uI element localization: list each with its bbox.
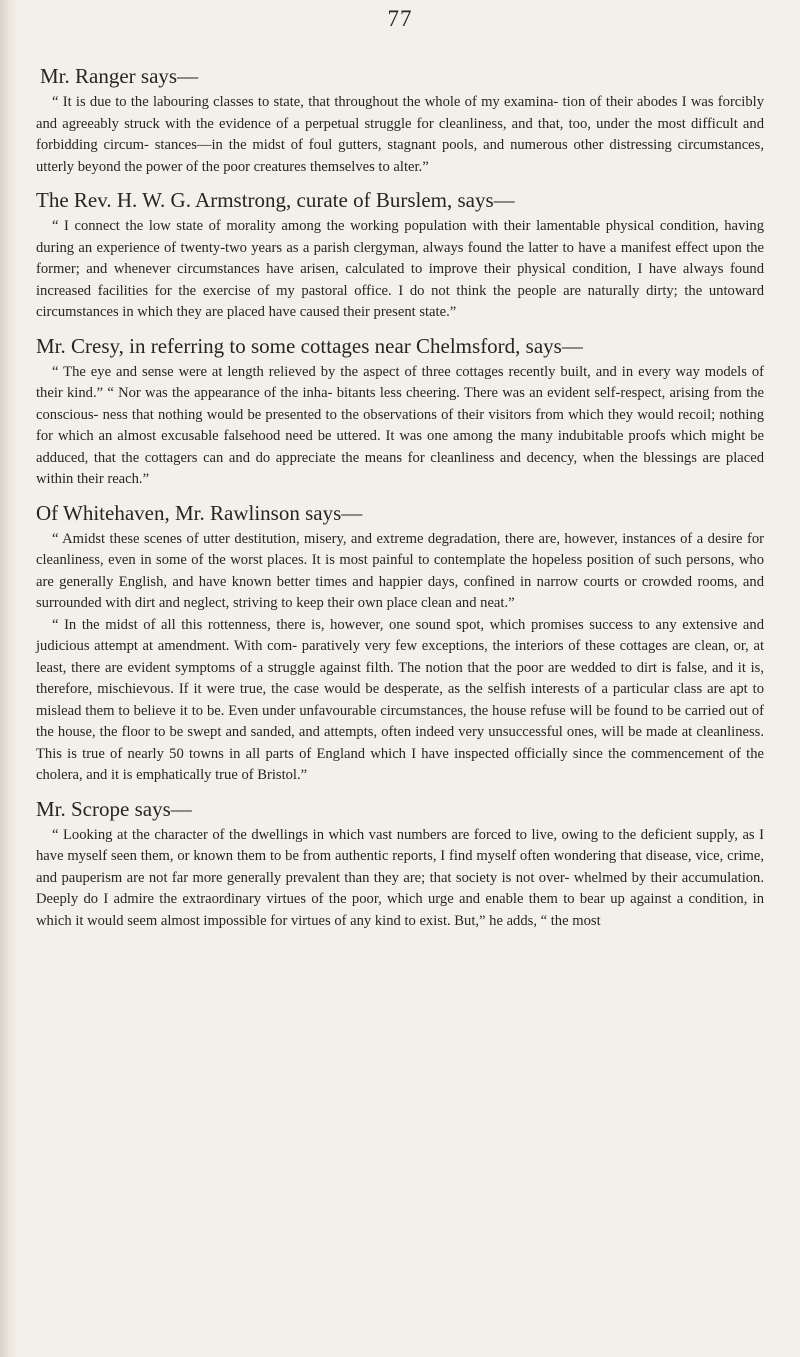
quote-paragraph: “ In the midst of all this rottenness, there is, however, one sound spot, which promises success to any extensive and judicious attempt at amendment. With com- paratively very few exceptions, the interiors of these cottages are clean, or, at least, there are evident symptoms of a struggle against filth. The notion that the poor are wedded to dirt is false, and it is, therefore, mischievous. If it were true, the case would be desperate, as the selfish interests of a particular class are apt to mislead them to believe it to be. Even under unfavourable circumstances, the house refuse will be found to be carried out of the house, the floor to be swept and sanded, and attempts, often indeed very unsuccessful ones, will be made at cleanliness. This is true of nearly 50 towns in all parts of England which I have inspected officially since the commencement of the cholera, and it is emphatically true of Bristol.” (36, 616, 764, 783)
quote-paragraph: “ Amidst these scenes of utter destitution, misery, and extreme degradation, there are, however, instances of a desire for cleanliness, even in some of the worst places. It is most painful to contemplate the hopeless position of such persons, who are generally English, and have known better times and happier days, confined in narrow courts or crowded rooms, and surrounded with dirt and neglect, striving to keep their own place clean and neat.” (36, 530, 764, 611)
section-heading: Mr. Scrope says— (36, 796, 192, 821)
section-heading: Of Whitehaven, Mr. Rawlinson says— (36, 500, 363, 525)
section-heading: Mr. Ranger says— (40, 64, 199, 88)
section-cresy (36, 332, 764, 491)
section-armstrong (36, 186, 764, 324)
quote-paragraph: “ The eye and sense were at length relieved by the aspect of three cottages recently built, and in every way models of their kind.” “ Nor was the appearance of the inha- bitants less cheering. There was an evident self-respect, arising from the conscious- ness that nothing would be presented to the observations of their visitors from which they would recoil; nothing for which an almost excusable falsehood need be uttered. It was one among the many indubitable proofs which might be adduced, that the cottagers can and do appreciate the means for cleanliness and decency, when the blessings are placed within their reach.” (36, 363, 764, 487)
section-ranger (36, 62, 764, 178)
page-number: 77 (387, 6, 413, 31)
section-heading: Mr. Cresy, in referring to some cottages near Chelmsford, says— (36, 333, 583, 358)
page-binding-shadow (0, 0, 18, 1357)
quote-paragraph: “ Looking at the character of the dwellings in which vast numbers are forced to live, owing to the deficient supply, as I have myself seen them, or known them to be from authentic reports, I find myself often wondering that disease, vice, crime, and pauperism are not far more generally prevalent than they are; that society is not over- whelmed by their accumulation. Deeply do I admire the extraordinary virtues of the poor, which urge and enable them to bear up against a condition, in which it would seem almost impossible for virtues of any kind to exist. But,” he adds, “ the most (36, 826, 764, 929)
page-body (36, 62, 764, 940)
quote-paragraph: “ I connect the low state of morality among the working population with their lamentable physical condition, having during an experience of twenty-two years as a parish clergyman, always found the latter to have a manifest effect upon the former; and whenever circumstances have arisen, calculated to improve their physical condition, I have always found increased facilities for the exercise of my pastoral office. I do not think the people are naturally dirty; the untoward circumstances in which they are placed have caused their present state.” (36, 218, 764, 320)
section-heading: The Rev. H. W. G. Armstrong, curate of Burslem, says— (36, 188, 515, 212)
quote-paragraph: “ It is due to the labouring classes to state, that throughout the whole of my examina- tion of their abodes I was forcibly and agreeably struck with the evidence of a perpetual struggle for cleanliness, and that, too, under the most difficult and forbidding circum- stances—in the midst of foul gutters, stagnant pools, and numerous other distressing circumstances, utterly beyond the power of the poor creatures themselves to alter.” (36, 94, 764, 175)
section-rawlinson (36, 499, 764, 787)
section-scrope (36, 795, 764, 933)
